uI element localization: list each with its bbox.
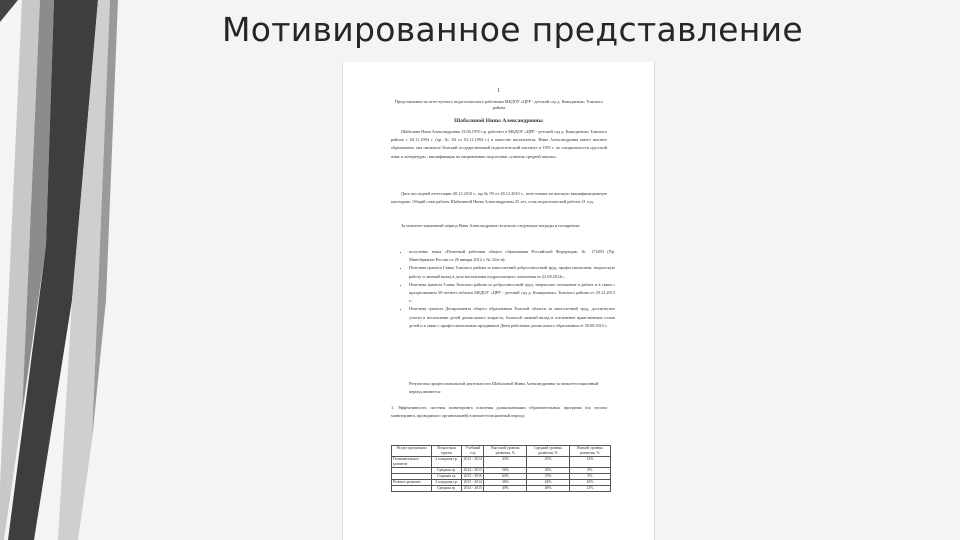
- table-header-cell: Возрастная группа: [432, 446, 462, 457]
- table-cell: 2013 - 2014: [462, 457, 484, 468]
- table-cell: 2014 - 2015: [463, 468, 482, 472]
- table-cell: 36%: [527, 468, 570, 474]
- table-cell: 12%: [569, 457, 610, 468]
- paragraph-results: Результаты профессиональной деятельности Шабалиной Нины Александровны за межаттестационный период являются:: [409, 381, 599, 395]
- table-row: [392, 486, 611, 492]
- award-item: • Почетная грамота Главы Томского района за многолетний добросовестный труд, профессионализм, творческую работу и личный вклад в дело воспитания подрастающего поколения от 22.08.2012г.;: [409, 264, 615, 280]
- table-cell: Речевое развитие: [392, 480, 432, 486]
- table-cell: 45%: [527, 457, 570, 468]
- table-row: [392, 457, 611, 468]
- table-cell: [392, 486, 432, 492]
- table-header-cell: Средний уровень развития, %: [527, 446, 570, 457]
- table-cell: 12%: [569, 486, 610, 492]
- table-cell: 2 младшая гр.: [432, 480, 462, 486]
- table-cell: Познавательное развитие: [392, 457, 432, 468]
- scanned-document-page: [342, 62, 655, 540]
- employee-name: Шабалиной Нины Александровны: [454, 118, 543, 124]
- award-item: • получение знака «Почетный работник общего образования Российской Федерации» № 173493 (Пр. Минобрнауки России от 20 января 2012 г. № 32/к-н);: [409, 248, 615, 264]
- results-table: [391, 445, 611, 492]
- table-header-row: [392, 446, 611, 457]
- table-header-cell: Низкий уровень развития, %: [569, 446, 610, 457]
- paragraph-biography: Шабалина Нина Александровна 13.06.1970 г.р. работает в МБДОУ «ЦРР - детский сад д. Кояндаевои» Томского района с 04.11.1994 г. (пр. № 84 от 03.11.1994 г.) в качестве воспитателя. Нина Александровна имеет высшее образование, она окончила Томский государственный педагогический институт в 1991 г. по специальности «русский язык и литература», квалификация по направлению подготовки «учитель средней школы».: [391, 129, 607, 159]
- table-cell: 2015 - 2016: [463, 474, 482, 478]
- paragraph-attestation: Дата последней аттестации 28.12.2010 г., пр.№ 99 от 28.12.2010 г., аттестована на высшую квалификационную категорию. Общий стаж работы Шабалиной Нины Александровны 25 лет, стаж педагогической работы 21 год.: [391, 191, 607, 205]
- table-cell: Старшая гр.: [432, 474, 462, 480]
- table-cell: 3%: [569, 474, 610, 480]
- decorative-diagonal-stripes: [0, 0, 130, 540]
- page-number: 1: [497, 88, 500, 94]
- table-header-cell: Учебный год: [462, 446, 484, 457]
- table-cell: Средняя гр.: [432, 486, 462, 492]
- table-cell: 36%: [484, 480, 527, 486]
- slide-title: Мотивированное представление: [222, 10, 803, 49]
- table-cell: 2013 - 2014: [463, 480, 482, 484]
- table-cell: 33%: [527, 474, 570, 480]
- award-item: • Почетная грамота Департамента общего образования Томской области за многолетний труд, достигнутые успехи в воспитании детей дошкольного возраста, большой личный вклад в озеленение нравственных основ детей и в связи с профессиональным праздником Днем работника дошкольного образования от 30.08.2015 г.: [409, 305, 615, 330]
- table-cell: 56%: [484, 468, 527, 474]
- document-intro: Представление на аттестуемого педагогического работника МБДОУ «ЦРР - детский сад д. Кояндаевои» Томского района: [394, 99, 604, 110]
- stripe-dark: [0, 0, 18, 22]
- paragraph-monitoring: 1. Эффективность системы мониторинга освоения дошкольниками образовательных программ (по итогам мониторинга, проводимого организацией) в межаттестационный период:: [391, 405, 607, 419]
- table-cell: 2014 - 2015: [463, 486, 482, 490]
- table-cell: 20%: [569, 480, 610, 486]
- table-cell: 48%: [527, 486, 570, 492]
- table-cell: 2 младшая гр.: [432, 457, 462, 468]
- table-cell: 40%: [484, 486, 527, 492]
- paragraph-awards-intro: За межаттестационный период Нина Александровна получила следующие награды и поощрения:: [401, 223, 580, 228]
- table-cell: Средняя гр.: [432, 468, 462, 474]
- table-cell: 44%: [527, 480, 570, 486]
- awards-list: [401, 248, 615, 330]
- table-header-cell: Высокий уровень развития, %: [484, 446, 527, 457]
- award-item: • Почетная грамота Главы Томского района за добросовестный труд, творческое отношение к работе и в связи с празднованием 50-летнего юбилея МБДОУ «ЦРР - детский сад д. Кояндаевои» Томского района от 20.12.2013 г.;: [409, 281, 615, 306]
- table-cell: 8%: [569, 468, 610, 474]
- table-header-cell: Раздел программы: [392, 446, 432, 457]
- table-cell: 43%: [484, 457, 527, 468]
- table-cell: 64%: [484, 474, 527, 480]
